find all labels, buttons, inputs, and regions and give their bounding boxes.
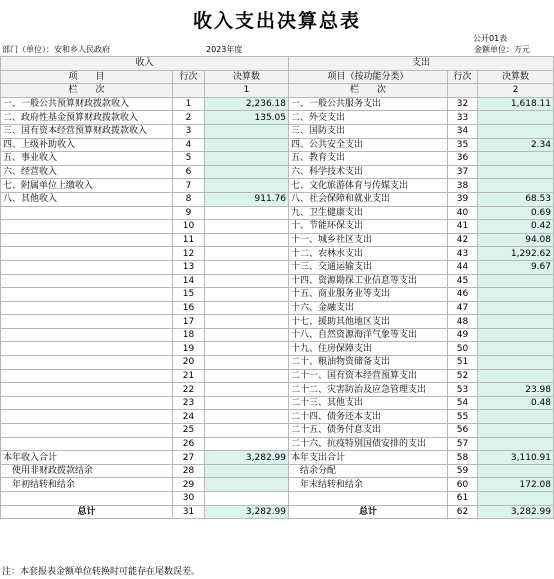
income-row-no: 26 bbox=[173, 437, 205, 451]
income-row-no: 25 bbox=[173, 424, 205, 438]
column-index-1: 1 bbox=[205, 84, 289, 98]
income-amount bbox=[205, 369, 289, 383]
column-index-2: 2 bbox=[478, 84, 554, 98]
expense-row-no: 59 bbox=[448, 464, 478, 478]
income-row-no: 2 bbox=[173, 111, 205, 125]
expense-section-header: 支出 bbox=[289, 57, 554, 71]
section-header-row bbox=[1, 57, 554, 71]
expense-item: 十八、自然资源海洋气象等支出 bbox=[289, 328, 448, 342]
expense-row-no: 41 bbox=[448, 220, 478, 234]
expense-item: 十三、交通运输支出 bbox=[289, 260, 448, 274]
income-item bbox=[1, 233, 173, 247]
expense-amount bbox=[478, 424, 554, 438]
amount-unit: 金额单位：万元 bbox=[474, 45, 530, 54]
income-item bbox=[1, 396, 173, 410]
income-row-no: 22 bbox=[173, 383, 205, 397]
income-item: 三、国有资本经营预算财政拨款收入 bbox=[1, 124, 173, 138]
income-amount bbox=[205, 396, 289, 410]
expense-amount bbox=[478, 369, 554, 383]
table-row bbox=[1, 356, 554, 370]
income-item: 总计 bbox=[1, 505, 173, 519]
income-amount bbox=[205, 464, 289, 478]
expense-amount: 23.98 bbox=[478, 383, 554, 397]
table-row bbox=[1, 437, 554, 451]
income-amount bbox=[205, 492, 289, 506]
income-row-no: 24 bbox=[173, 410, 205, 424]
income-item bbox=[1, 437, 173, 451]
expense-amount: 9.67 bbox=[478, 260, 554, 274]
expense-item: 一、一般公共服务支出 bbox=[289, 97, 448, 111]
income-amount bbox=[205, 179, 289, 193]
expense-amount: 3,282.99 bbox=[478, 505, 554, 519]
expense-row-no: 52 bbox=[448, 369, 478, 383]
table-row bbox=[1, 192, 554, 206]
expense-row-no: 34 bbox=[448, 124, 478, 138]
expense-row-no: 42 bbox=[448, 233, 478, 247]
income-item: 二、政府性基金预算财政拨款收入 bbox=[1, 111, 173, 125]
table-row bbox=[1, 220, 554, 234]
table-row bbox=[1, 206, 554, 220]
expense-amount bbox=[478, 492, 554, 506]
expense-item: 二十、粮油物资储备支出 bbox=[289, 356, 448, 370]
expense-row-no: 40 bbox=[448, 206, 478, 220]
expense-amount bbox=[478, 342, 554, 356]
expense-item: 九、卫生健康支出 bbox=[289, 206, 448, 220]
expense-amount: 94.08 bbox=[478, 233, 554, 247]
expense-item: 二十五、债务付息支出 bbox=[289, 424, 448, 438]
income-item: 六、经营收入 bbox=[1, 165, 173, 179]
expense-amount: 172.08 bbox=[478, 478, 554, 492]
expense-row-no: 46 bbox=[448, 288, 478, 302]
income-row-no: 6 bbox=[173, 165, 205, 179]
income-item bbox=[1, 260, 173, 274]
expense-row-no: 55 bbox=[448, 410, 478, 424]
column-label: 栏 次 bbox=[1, 84, 173, 98]
table-row bbox=[1, 233, 554, 247]
income-row-no: 13 bbox=[173, 260, 205, 274]
income-item bbox=[1, 220, 173, 234]
expense-amount bbox=[478, 274, 554, 288]
expense-amount: 68.53 bbox=[478, 192, 554, 206]
table-row bbox=[1, 247, 554, 261]
expense-amount-header: 决算数 bbox=[478, 70, 554, 84]
table-row bbox=[1, 315, 554, 329]
income-row-no: 5 bbox=[173, 152, 205, 166]
income-amount bbox=[205, 274, 289, 288]
table-row bbox=[1, 410, 554, 424]
expense-item bbox=[289, 492, 448, 506]
table-row bbox=[1, 124, 554, 138]
expense-amount bbox=[478, 288, 554, 302]
income-amount bbox=[205, 315, 289, 329]
table-row bbox=[1, 369, 554, 383]
income-item bbox=[1, 492, 173, 506]
income-item bbox=[1, 410, 173, 424]
income-amount: 911.76 bbox=[205, 192, 289, 206]
expense-row-no: 45 bbox=[448, 274, 478, 288]
income-amount bbox=[205, 152, 289, 166]
income-row-no: 23 bbox=[173, 396, 205, 410]
income-item bbox=[1, 206, 173, 220]
income-item bbox=[1, 328, 173, 342]
income-row-no: 29 bbox=[173, 478, 205, 492]
income-item bbox=[1, 424, 173, 438]
report-meta-row bbox=[0, 44, 554, 56]
expense-amount bbox=[478, 315, 554, 329]
expense-amount bbox=[478, 124, 554, 138]
income-row-no: 12 bbox=[173, 247, 205, 261]
expense-amount: 0.48 bbox=[478, 396, 554, 410]
table-row bbox=[1, 383, 554, 397]
income-row-no: 4 bbox=[173, 138, 205, 152]
expense-item: 七、文化旅游体育与传媒支出 bbox=[289, 179, 448, 193]
expense-item: 二十三、其他支出 bbox=[289, 396, 448, 410]
expense-item: 年末结转和结余 bbox=[289, 478, 448, 492]
expense-amount bbox=[478, 328, 554, 342]
income-row-no: 30 bbox=[173, 492, 205, 506]
income-item bbox=[1, 383, 173, 397]
department-label: 部门（单位）：安和乡人民政府 bbox=[2, 45, 110, 54]
income-expenditure-table bbox=[0, 56, 554, 519]
income-amount bbox=[205, 247, 289, 261]
expense-amount: 0.42 bbox=[478, 220, 554, 234]
column-label-right: 栏 次 bbox=[289, 84, 448, 98]
income-row-no: 7 bbox=[173, 179, 205, 193]
expense-row-no: 62 bbox=[448, 505, 478, 519]
expense-item: 本年支出合计 bbox=[289, 451, 448, 465]
table-row bbox=[1, 138, 554, 152]
summary-row bbox=[1, 451, 554, 465]
expense-row-no: 50 bbox=[448, 342, 478, 356]
income-amount: 135.05 bbox=[205, 111, 289, 125]
income-row-no: 15 bbox=[173, 288, 205, 302]
expense-item: 总计 bbox=[289, 505, 448, 519]
column-header-row bbox=[1, 70, 554, 84]
table-row bbox=[1, 274, 554, 288]
income-row-no: 20 bbox=[173, 356, 205, 370]
income-amount: 3,282.99 bbox=[205, 451, 289, 465]
table-row bbox=[1, 111, 554, 125]
expense-item: 十六、金融支出 bbox=[289, 301, 448, 315]
income-amount bbox=[205, 288, 289, 302]
expense-amount bbox=[478, 410, 554, 424]
expense-row-no: 61 bbox=[448, 492, 478, 506]
income-amount bbox=[205, 220, 289, 234]
income-row-no: 10 bbox=[173, 220, 205, 234]
income-amount bbox=[205, 301, 289, 315]
expense-item: 结余分配 bbox=[289, 464, 448, 478]
expense-amount: 0.69 bbox=[478, 206, 554, 220]
expense-row-no: 37 bbox=[448, 165, 478, 179]
income-amount bbox=[205, 478, 289, 492]
expense-item: 三、国防支出 bbox=[289, 124, 448, 138]
expense-row-no: 43 bbox=[448, 247, 478, 261]
expense-amount bbox=[478, 356, 554, 370]
expense-item-header: 项目（按功能分类） bbox=[289, 70, 448, 84]
expense-row-no: 39 bbox=[448, 192, 478, 206]
expense-row-no: 36 bbox=[448, 152, 478, 166]
income-item bbox=[1, 356, 173, 370]
expense-item: 二十一、国有资本经营预算支出 bbox=[289, 369, 448, 383]
income-item: 使用非财政拨款结余 bbox=[1, 464, 173, 478]
expense-amount: 2.34 bbox=[478, 138, 554, 152]
income-amount bbox=[205, 260, 289, 274]
expense-item: 四、公共安全支出 bbox=[289, 138, 448, 152]
expense-item: 六、科学技术支出 bbox=[289, 165, 448, 179]
income-amount bbox=[205, 410, 289, 424]
table-row bbox=[1, 260, 554, 274]
expense-amount: 1,618.11 bbox=[478, 97, 554, 111]
summary-row bbox=[1, 492, 554, 506]
income-item: 本年收入合计 bbox=[1, 451, 173, 465]
amount-header: 决算数 bbox=[205, 70, 289, 84]
income-item: 一、一般公共预算财政拨款收入 bbox=[1, 97, 173, 111]
income-row-no: 19 bbox=[173, 342, 205, 356]
income-row-no: 21 bbox=[173, 369, 205, 383]
expense-row-no: 48 bbox=[448, 315, 478, 329]
income-item: 四、上级补助收入 bbox=[1, 138, 173, 152]
income-row-no: 27 bbox=[173, 451, 205, 465]
expense-row-no: 33 bbox=[448, 111, 478, 125]
income-item bbox=[1, 247, 173, 261]
income-amount bbox=[205, 383, 289, 397]
table-row bbox=[1, 152, 554, 166]
income-amount: 3,282.99 bbox=[205, 505, 289, 519]
income-row-no: 14 bbox=[173, 274, 205, 288]
item-header: 项 目 bbox=[1, 70, 173, 84]
income-row-no: 28 bbox=[173, 464, 205, 478]
summary-row bbox=[1, 478, 554, 492]
income-amount bbox=[205, 138, 289, 152]
income-row-no: 9 bbox=[173, 206, 205, 220]
table-row bbox=[1, 424, 554, 438]
expense-item: 十二、农林水支出 bbox=[289, 247, 448, 261]
income-item: 五、事业收入 bbox=[1, 152, 173, 166]
income-amount: 2,236.18 bbox=[205, 97, 289, 111]
expense-row-no: 35 bbox=[448, 138, 478, 152]
income-row-no: 16 bbox=[173, 301, 205, 315]
expense-row-no-header: 行次 bbox=[448, 70, 478, 84]
table-row bbox=[1, 301, 554, 315]
expense-item: 二十六、抗疫特别国债安排的支出 bbox=[289, 437, 448, 451]
row-no-header: 行次 bbox=[173, 70, 205, 84]
expense-row-no: 60 bbox=[448, 478, 478, 492]
expense-amount bbox=[478, 165, 554, 179]
column-index-row bbox=[1, 84, 554, 98]
table-row bbox=[1, 97, 554, 111]
income-row-no: 11 bbox=[173, 233, 205, 247]
expense-row-no: 51 bbox=[448, 356, 478, 370]
expense-row-no: 58 bbox=[448, 451, 478, 465]
income-item bbox=[1, 274, 173, 288]
income-item: 八、其他收入 bbox=[1, 192, 173, 206]
income-amount bbox=[205, 342, 289, 356]
total-row bbox=[1, 505, 554, 519]
expense-row-no: 56 bbox=[448, 424, 478, 438]
table-row bbox=[1, 165, 554, 179]
form-number: 公开01表 bbox=[473, 34, 508, 43]
expense-row-no: 47 bbox=[448, 301, 478, 315]
income-row-no: 3 bbox=[173, 124, 205, 138]
expense-item: 十四、资源勘探工业信息等支出 bbox=[289, 274, 448, 288]
income-item bbox=[1, 342, 173, 356]
income-item bbox=[1, 315, 173, 329]
table-row bbox=[1, 396, 554, 410]
expense-row-no: 49 bbox=[448, 328, 478, 342]
expense-amount bbox=[478, 464, 554, 478]
income-row-no: 8 bbox=[173, 192, 205, 206]
expense-amount: 1,292.62 bbox=[478, 247, 554, 261]
income-item: 七、附属单位上缴收入 bbox=[1, 179, 173, 193]
income-amount bbox=[205, 437, 289, 451]
expense-item: 十一、城乡社区支出 bbox=[289, 233, 448, 247]
expense-amount bbox=[478, 437, 554, 451]
income-row-no: 17 bbox=[173, 315, 205, 329]
income-item bbox=[1, 301, 173, 315]
expense-row-no: 38 bbox=[448, 179, 478, 193]
expense-amount bbox=[478, 111, 554, 125]
fiscal-year: 2023年度 bbox=[206, 45, 243, 54]
income-amount bbox=[205, 356, 289, 370]
income-row-no: 31 bbox=[173, 505, 205, 519]
income-item bbox=[1, 369, 173, 383]
expense-item: 五、教育支出 bbox=[289, 152, 448, 166]
income-row-no: 1 bbox=[173, 97, 205, 111]
report-title: 收入支出决算总表 bbox=[192, 10, 361, 32]
expense-item: 十七、援助其他地区支出 bbox=[289, 315, 448, 329]
expense-row-no: 54 bbox=[448, 396, 478, 410]
expense-item: 八、社会保障和就业支出 bbox=[289, 192, 448, 206]
expense-amount: 3,110.91 bbox=[478, 451, 554, 465]
expense-amount bbox=[478, 301, 554, 315]
income-amount bbox=[205, 124, 289, 138]
summary-row bbox=[1, 464, 554, 478]
income-amount bbox=[205, 424, 289, 438]
expense-item: 十九、住房保障支出 bbox=[289, 342, 448, 356]
income-item: 年初结转和结余 bbox=[1, 478, 173, 492]
expense-item: 十、节能环保支出 bbox=[289, 220, 448, 234]
expense-item: 二十四、债务还本支出 bbox=[289, 410, 448, 424]
expense-row-no: 44 bbox=[448, 260, 478, 274]
table-row bbox=[1, 342, 554, 356]
footnote: 注：本套报表金额单位转换时可能存在尾数误差。 bbox=[2, 567, 201, 577]
expense-item: 二十二、灾害防治及应急管理支出 bbox=[289, 383, 448, 397]
table-row bbox=[1, 328, 554, 342]
income-amount bbox=[205, 328, 289, 342]
table-row bbox=[1, 288, 554, 302]
expense-item: 十五、商业服务业等支出 bbox=[289, 288, 448, 302]
income-section-header: 收入 bbox=[1, 57, 289, 71]
income-amount bbox=[205, 206, 289, 220]
income-amount bbox=[205, 165, 289, 179]
expense-amount bbox=[478, 179, 554, 193]
expense-row-no: 32 bbox=[448, 97, 478, 111]
expense-item: 二、外交支出 bbox=[289, 111, 448, 125]
income-row-no: 18 bbox=[173, 328, 205, 342]
table-row bbox=[1, 179, 554, 193]
expense-row-no: 53 bbox=[448, 383, 478, 397]
expense-row-no: 57 bbox=[448, 437, 478, 451]
income-amount bbox=[205, 233, 289, 247]
income-item bbox=[1, 288, 173, 302]
expense-amount bbox=[478, 152, 554, 166]
